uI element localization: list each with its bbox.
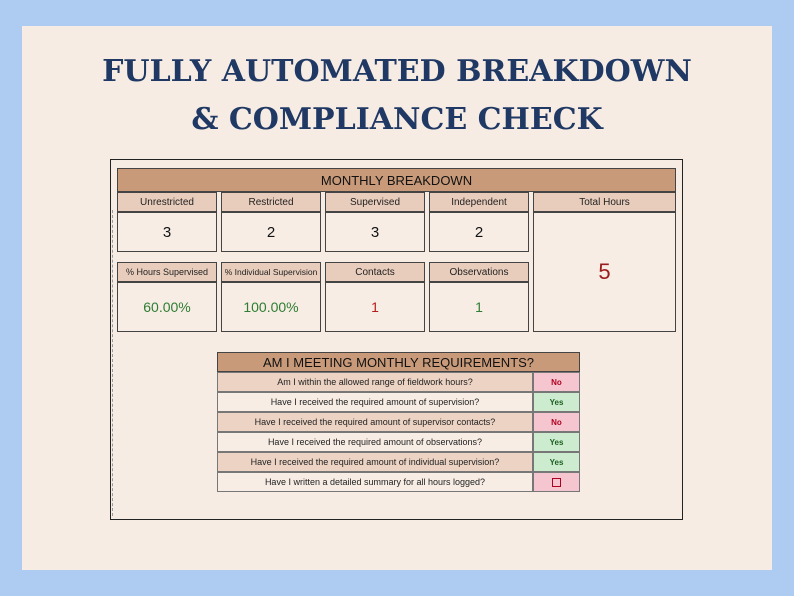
value-observations: 1 <box>429 282 529 332</box>
value-unrestricted: 3 <box>117 212 217 252</box>
checkbox-icon[interactable] <box>552 478 561 487</box>
value-pct-hours-supervised: 60.00% <box>117 282 217 332</box>
header-observations: Observations <box>429 262 529 282</box>
header-supervised: Supervised <box>325 192 425 212</box>
headline-line-1: FULLY AUTOMATED BREAKDOWN <box>102 54 692 89</box>
value-restricted: 2 <box>221 212 321 252</box>
value-total-hours: 5 <box>533 212 676 332</box>
value-supervised: 3 <box>325 212 425 252</box>
header-contacts: Contacts <box>325 262 425 282</box>
requirement-question: Have I received the required amount of supervision? <box>217 392 533 412</box>
header-pct-individual-supervision: % Individual Supervision <box>221 262 321 282</box>
value-contacts: 1 <box>325 282 425 332</box>
requirement-answer-no: No <box>533 372 580 392</box>
header-independent: Independent <box>429 192 529 212</box>
requirement-answer-yes: Yes <box>533 392 580 412</box>
headline-line-2: & COMPLIANCE CHECK <box>191 102 603 137</box>
header-total-hours: Total Hours <box>533 192 676 212</box>
monthly-breakdown-title: MONTHLY BREAKDOWN <box>117 168 676 192</box>
summary-checkbox-cell[interactable] <box>533 472 580 492</box>
requirement-answer-yes: Yes <box>533 452 580 472</box>
requirement-answer-no: No <box>533 412 580 432</box>
requirements-title: AM I MEETING MONTHLY REQUIREMENTS? <box>217 352 580 372</box>
requirement-question: Have I written a detailed summary for all hours logged? <box>217 472 533 492</box>
requirement-answer-yes: Yes <box>533 432 580 452</box>
header-pct-hours-supervised: % Hours Supervised <box>117 262 217 282</box>
value-pct-individual-supervision: 100.00% <box>221 282 321 332</box>
header-unrestricted: Unrestricted <box>117 192 217 212</box>
sheet-gridline <box>112 210 115 516</box>
requirement-question: Have I received the required amount of observations? <box>217 432 533 452</box>
requirement-question: Have I received the required amount of supervisor contacts? <box>217 412 533 432</box>
requirement-question: Am I within the allowed range of fieldwork hours? <box>217 372 533 392</box>
requirement-question: Have I received the required amount of individual supervision? <box>217 452 533 472</box>
value-independent: 2 <box>429 212 529 252</box>
header-restricted: Restricted <box>221 192 321 212</box>
